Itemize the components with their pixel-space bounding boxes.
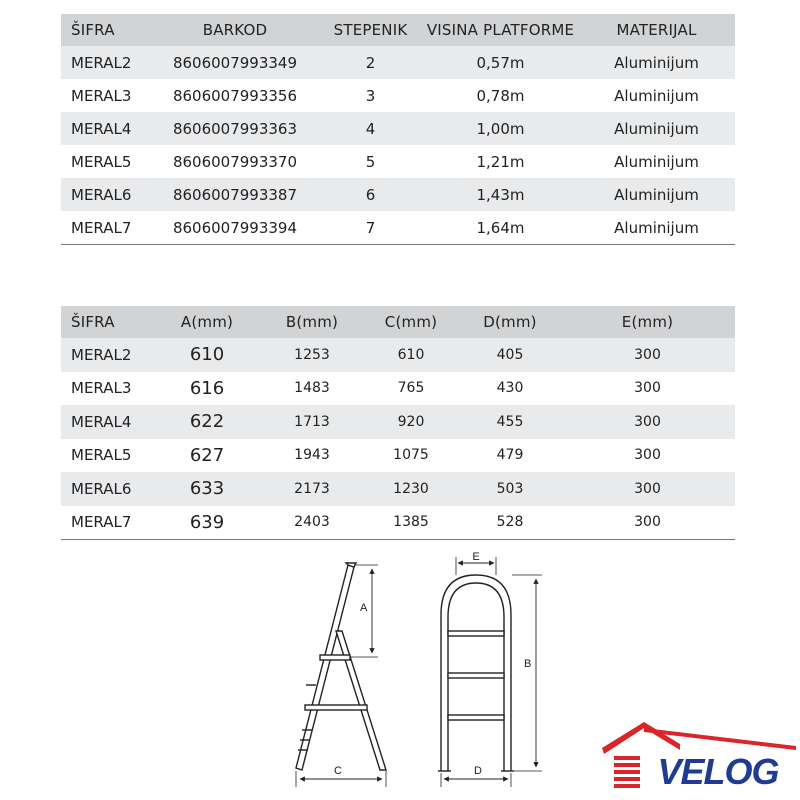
- table-cell: 300: [560, 405, 735, 439]
- table-header-row: [61, 14, 735, 46]
- table-cell: 528: [460, 506, 560, 540]
- table-cell: 4: [318, 112, 423, 145]
- table-cell: 455: [460, 405, 560, 439]
- table-cell: 610: [362, 338, 460, 372]
- table-row: [61, 79, 735, 112]
- table-cell: 8606007993394: [152, 211, 318, 245]
- column-header: D(mm): [460, 306, 560, 338]
- table-cell: MERAL2: [61, 46, 152, 79]
- table-cell: 610: [152, 338, 262, 372]
- column-header: ŠIFRA: [61, 306, 152, 338]
- table-cell: 639: [152, 506, 262, 540]
- dimensions-table: [61, 306, 735, 540]
- table-row: [61, 338, 735, 372]
- table-cell: Aluminijum: [578, 112, 735, 145]
- column-header: ŠIFRA: [61, 14, 152, 46]
- table-cell: 2: [318, 46, 423, 79]
- column-header: BARKOD: [152, 14, 318, 46]
- table-row: [61, 439, 735, 473]
- table-cell: 1230: [362, 472, 460, 506]
- table-cell: 1075: [393, 447, 429, 464]
- table-cell: 300: [634, 447, 661, 464]
- dimension-label-a: A: [360, 602, 368, 614]
- table-cell: MERAL3: [71, 86, 132, 105]
- side-view-ladder: [296, 563, 386, 787]
- column-header: B(mm): [262, 306, 362, 338]
- table-cell: 1713: [262, 405, 362, 439]
- table-cell: 1,21m: [476, 152, 525, 171]
- table-row: [61, 46, 735, 79]
- table-cell: 1943: [294, 447, 330, 464]
- specification-table: [61, 14, 735, 245]
- table-cell: 1483: [294, 380, 330, 397]
- table-cell: 479: [496, 447, 524, 464]
- table-cell: 616: [189, 377, 225, 399]
- dimension-label-b: B: [524, 658, 532, 670]
- table-cell: MERAL5: [71, 152, 132, 171]
- table-cell: 1,64m: [423, 211, 578, 245]
- column-header: STEPENIK: [318, 14, 423, 46]
- table-cell: 300: [560, 338, 735, 372]
- table-row: [61, 112, 735, 145]
- table-cell: MERAL2: [61, 338, 152, 372]
- table-cell: 300: [560, 506, 735, 540]
- table-cell: 2403: [262, 506, 362, 540]
- table-cell: 7: [318, 211, 423, 245]
- table-cell: MERAL3: [71, 379, 132, 398]
- column-header: VISINA PLATFORME: [423, 14, 578, 46]
- table-cell: MERAL5: [71, 446, 132, 465]
- table-cell: 300: [634, 380, 661, 397]
- table-row: [61, 506, 735, 540]
- ladder-dimension-diagram: [250, 545, 560, 790]
- table-cell: 633: [152, 472, 262, 506]
- table-cell: MERAL6: [61, 472, 152, 506]
- dimension-label-c: C: [334, 765, 342, 777]
- table-cell: Aluminijum: [578, 178, 735, 211]
- table-cell: 6: [318, 178, 423, 211]
- table-cell: 8606007993370: [172, 152, 298, 171]
- table-cell: 8606007993356: [172, 86, 298, 105]
- table-cell: 503: [460, 472, 560, 506]
- table-cell: 622: [152, 405, 262, 439]
- table-header-row: [61, 306, 735, 338]
- front-view-ladder: [438, 557, 542, 787]
- table-cell: 1,43m: [423, 178, 578, 211]
- dimension-label-d: D: [474, 765, 482, 777]
- table-cell: Aluminijum: [578, 211, 735, 245]
- table-cell: MERAL4: [61, 112, 152, 145]
- logo-text: VELOG: [657, 751, 779, 792]
- table-cell: 1,00m: [423, 112, 578, 145]
- table-cell: Aluminijum: [614, 152, 699, 171]
- table-cell: 627: [189, 444, 225, 466]
- table-cell: 765: [397, 380, 425, 397]
- table-row: [61, 372, 735, 406]
- column-header: MATERIJAL: [578, 14, 735, 46]
- dimension-label-e: E: [472, 551, 480, 563]
- table-cell: 430: [496, 380, 524, 397]
- table-cell: 405: [460, 338, 560, 372]
- table-row: [61, 178, 735, 211]
- table-row: [61, 145, 735, 178]
- table-cell: 0,57m: [423, 46, 578, 79]
- table-cell: 920: [362, 405, 460, 439]
- column-header: E(mm): [560, 306, 735, 338]
- table-cell: MERAL7: [61, 506, 152, 540]
- column-header: C(mm): [362, 306, 460, 338]
- table-cell: MERAL4: [61, 405, 152, 439]
- table-cell: MERAL6: [61, 178, 152, 211]
- table-cell: 5: [365, 152, 376, 171]
- table-cell: MERAL7: [61, 211, 152, 245]
- table-cell: 8606007993363: [152, 112, 318, 145]
- table-cell: 2173: [262, 472, 362, 506]
- column-header: A(mm): [152, 306, 262, 338]
- table-cell: 300: [560, 472, 735, 506]
- table-row: [61, 211, 735, 245]
- velog-logo: [600, 722, 796, 792]
- table-cell: 1253: [262, 338, 362, 372]
- table-cell: Aluminijum: [578, 46, 735, 79]
- table-row: [61, 405, 735, 439]
- table-cell: Aluminijum: [614, 86, 699, 105]
- table-cell: 0,78m: [476, 86, 525, 105]
- table-cell: 1385: [362, 506, 460, 540]
- table-cell: 3: [365, 86, 376, 105]
- table-row: [61, 472, 735, 506]
- table-cell: 8606007993349: [152, 46, 318, 79]
- table-cell: 8606007993387: [152, 178, 318, 211]
